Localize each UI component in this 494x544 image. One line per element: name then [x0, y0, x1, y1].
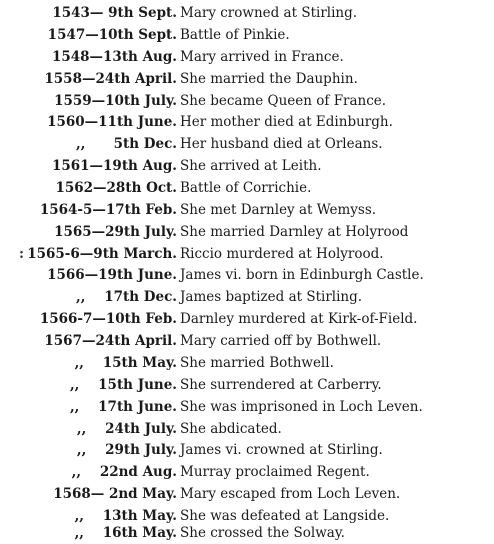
- entry-event: She met Darnley at Wemyss.: [180, 202, 377, 218]
- entry-date: ,, 29th July.: [76, 442, 177, 458]
- entry-event: Mary carried off by Bothwell.: [180, 333, 382, 349]
- entry-event: Mary arrived in France.: [180, 49, 344, 65]
- entry-date: 1565—29th July.: [54, 224, 177, 240]
- chronology-row: [0, 308, 494, 330]
- chronology-row: [0, 522, 494, 544]
- entry-date: ,, 13th May.: [74, 508, 177, 524]
- entry-date: ,, 5th Dec.: [76, 136, 177, 152]
- entry-event: She abdicated.: [180, 421, 282, 437]
- entry-date: ,, 24th July.: [76, 421, 177, 437]
- chronology-row: [0, 177, 494, 199]
- entry-date: 1567—24th April.: [44, 333, 177, 349]
- entry-event: She was defeated at Langside.: [180, 508, 390, 524]
- entry-date: 1560—11th June.: [47, 114, 177, 130]
- entry-date: 1568— 2nd May.: [53, 486, 177, 502]
- chronology-row: [0, 461, 494, 483]
- entry-event: Her husband died at Orleans.: [180, 136, 383, 152]
- entry-event: James baptized at Stirling.: [180, 289, 363, 305]
- entry-date: 1565-6—9th March.: [27, 246, 177, 262]
- chronology-row: [0, 483, 494, 505]
- entry-date: 1559—10th July.: [54, 93, 177, 109]
- chronology-row: [0, 396, 494, 418]
- chronology-row: [0, 352, 494, 374]
- entry-event: Murray proclaimed Regent.: [180, 464, 370, 480]
- entry-event: Mary escaped from Loch Leven.: [180, 486, 401, 502]
- entry-date: 1547—10th Sept.: [47, 27, 177, 43]
- entry-event: She married Darnley at Holyrood: [180, 224, 409, 240]
- chronology-row: [0, 90, 494, 112]
- chronology-row: [0, 243, 494, 265]
- entry-event: Her mother died at Edinburgh.: [180, 114, 393, 130]
- entry-event: She married Bothwell.: [180, 355, 334, 371]
- entry-event: She married the Dauphin.: [180, 71, 358, 87]
- entry-event: She crossed the Solway.: [180, 525, 345, 541]
- entry-event: James vi. born in Edinburgh Castle.: [180, 267, 424, 283]
- entry-date: 1548—13th Aug.: [51, 49, 177, 65]
- chronology-row: [0, 418, 494, 440]
- entry-date: 1564-5—17th Feb.: [39, 202, 177, 218]
- chronology-row: [0, 374, 494, 396]
- entry-date: 1566-7—10th Feb.: [39, 311, 177, 327]
- chronology-row: [0, 264, 494, 286]
- entry-date: 1562—28th Oct.: [55, 180, 177, 196]
- chronology-row: [0, 133, 494, 155]
- chronology-row: [0, 2, 494, 24]
- entry-date: 1561—19th Aug.: [51, 158, 177, 174]
- entry-event: Mary crowned at Stirling.: [180, 5, 358, 21]
- entry-date: ,, 22nd Aug.: [71, 464, 177, 480]
- entry-event: Battle of Corrichie.: [180, 180, 312, 196]
- entry-event: She surrendered at Carberry.: [180, 377, 382, 393]
- chronology-row: [0, 439, 494, 461]
- entry-event: Riccio murdered at Holyrood.: [180, 246, 384, 262]
- entry-date: 1543— 9th Sept.: [52, 5, 177, 21]
- entry-date: ,, 17th Dec.: [76, 289, 177, 305]
- entry-date: ,, 16th May.: [74, 525, 177, 541]
- entry-date: ,, 15th May.: [74, 355, 177, 371]
- chronology-row: [0, 46, 494, 68]
- entry-date: 1566—19th June.: [47, 267, 177, 283]
- chronology-row: [0, 155, 494, 177]
- entry-event: She arrived at Leith.: [180, 158, 322, 174]
- chronology-row: [0, 199, 494, 221]
- entry-date: 1558—24th April.: [44, 71, 177, 87]
- entry-date: ,, 15th June.: [69, 377, 177, 393]
- entry-event: Darnley murdered at Kirk-of-Field.: [180, 311, 418, 327]
- chronology-row: [0, 330, 494, 352]
- entry-date: ,, 17th June.: [69, 399, 177, 415]
- entry-event: James vi. crowned at Stirling.: [180, 442, 383, 458]
- entry-event: She became Queen of France.: [180, 93, 387, 109]
- entry-event: Battle of Pinkie.: [180, 27, 290, 43]
- margin-mark: :: [19, 246, 24, 262]
- chronology-row: [0, 286, 494, 308]
- chronology-row: [0, 24, 494, 46]
- chronology-row: [0, 221, 494, 243]
- chronology-row: [0, 68, 494, 90]
- entry-event: She was imprisoned in Loch Leven.: [180, 399, 423, 415]
- chronology-row: [0, 111, 494, 133]
